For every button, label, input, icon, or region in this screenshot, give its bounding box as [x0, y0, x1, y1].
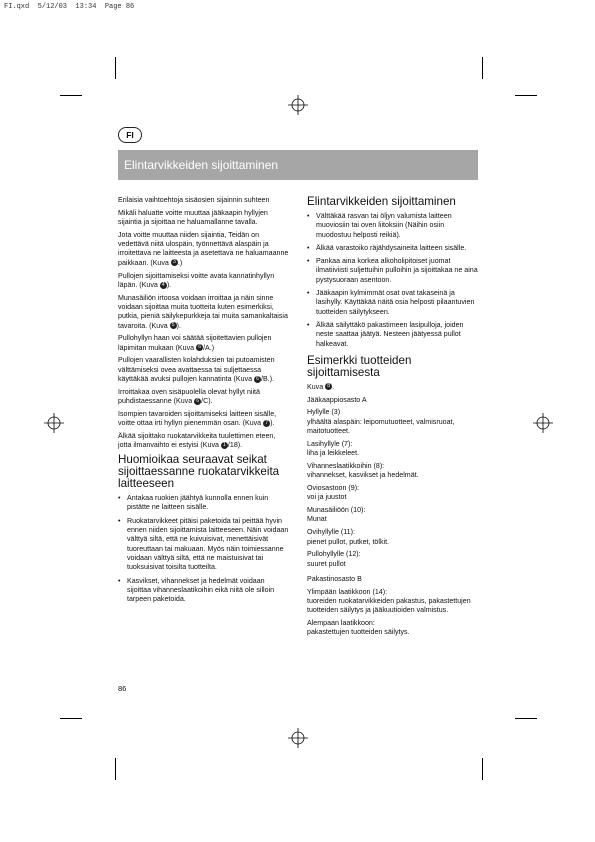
- figure-number-icon: 7: [263, 420, 270, 427]
- crop-mark: [60, 718, 82, 719]
- section-heading: Esimerkki tuotteiden sijoittamisesta: [307, 353, 412, 379]
- placement-item: Ylimpään laatikkoon (14): tuoreiden ruokatarvikkeiden pakastus, pakastettujen tuotteiden säilytys ja jääkuutioiden valmistus.: [307, 587, 471, 615]
- section-heading: Elintarvikkeiden sijoittaminen: [307, 195, 456, 208]
- banner-title: Elintarvikkeiden sijoittaminen: [124, 158, 279, 172]
- paragraph: Erilaisia vaihtoehtoja sisäosien sijainnin suhteen: [118, 196, 270, 204]
- list-item: • Älkää säilyttäkö pakastimeen lasipulloja, joiden neste saattaa jäätyä. Nesteen jäätyessä pullot halkeavat.: [307, 321, 479, 349]
- placement-item: Lasihyllyle (7): liha ja leikkeleet.: [307, 439, 360, 458]
- placement-item: Vihanneslaatikkoihin (8): vihannekset, kasvikset ja hedelmät.: [307, 461, 419, 480]
- language-badge: FI: [118, 127, 142, 143]
- list-item: • Älkää varastoiko räjähdysaineita laitteen sisälle.: [307, 244, 479, 253]
- placement-item: Ovihyllylle (11): pienet pullot, putket, tölkit.: [307, 528, 390, 546]
- figure-number-icon: 1: [221, 442, 228, 449]
- figure-number-icon: 4: [160, 282, 167, 289]
- page-number: 86: [118, 684, 127, 693]
- paragraph: Mikäli haluatte voitte muuttaa jääkaapin hyllyjen sijaintia ja sijoittaa ne haluamallanne tavalla.: [118, 208, 268, 227]
- crop-mark: [60, 95, 82, 96]
- list-item: • Kasvikset, vihannekset ja hedelmät voidaan sijoittaa vihanneslaatikoihin eikä niitä ole silloin tarpeen paketoida.: [118, 577, 290, 605]
- figure-number-icon: 8: [325, 383, 332, 390]
- registration-mark-icon: [44, 413, 64, 433]
- placement-item: Pullohyllylle (12): suuret pullot: [307, 550, 361, 568]
- subsection-label: Pakastinosasto B: [307, 574, 362, 583]
- list-item: • Antakaa ruokien jäähtyä kunnolla ennen kuin pistätte ne laitteen sisälle.: [118, 494, 290, 513]
- figure-number-icon: 3: [171, 259, 178, 266]
- right-column: [307, 196, 479, 641]
- paragraph: Pullojen vaarallisten kolahduksien tai putoamisten välttämiseksi ovea avattaessa tai suljettaessa käyttäkää avuksi pullojen kannatinta (Kuva 6 /B.).: [118, 356, 275, 384]
- registration-mark-icon: [288, 728, 308, 748]
- bullet-list: [118, 494, 290, 604]
- crop-mark: [482, 758, 483, 780]
- registration-mark-icon: [533, 413, 553, 433]
- paragraph: Munasäiliön irtoosa voidaan irroittaa ja näin sinne voidaan sijoittaa muita tuotteita kuten esimerkiksi, putkia, pieniä säilykepurkkeja tai muita samankaltaisia tavaroita. (Kuva 5 ).: [118, 293, 288, 330]
- placement-item: Hyllylle (3) ylhäältä alaspäin: leipomutuotteet, valmisruoat, maitotuotteet.: [307, 408, 455, 436]
- paragraph: Älkää sijoittako ruokatarvikkeita tuulettimen eteen, jotta ilmanvaihto ei estyisi (Kuva 1 /18).: [118, 432, 276, 450]
- crop-mark: [115, 758, 116, 780]
- document-slug: FI.qxd 5/12/03 13:34 Page 86: [4, 3, 135, 11]
- paragraph: Pullohyllyn haan voi säätää sijoitettavien pullojen läpimitan mukaan (Kuva 6 /A.): [118, 334, 272, 352]
- crop-mark: [515, 718, 537, 719]
- paragraph: Jota voitte muuttaa niiden sijaintia, Teidän on vedettävä niitä ulospäin, työnnettävä alaspäin ja irroitettava ne laitteesta ja asetettava ne haluamaanne paikkaan. (Kuva 3 .): [118, 230, 289, 267]
- crop-mark: [115, 57, 116, 79]
- paragraph: Kuva 8 .: [307, 382, 335, 391]
- registration-mark-icon: [288, 95, 308, 115]
- crop-mark: [482, 57, 483, 79]
- list-item: • Ruokatarvikkeet pitäisi paketoida tai peittää hyvin ennen niiden sijoittamista laitteeseen. Näin voidaan välttyä siltä, että ne kuivuisivat, menettäisivät tuoreuttaan tai makuaan. Myös näin toimiessanne voidaan välttyä siltä, että ne maistuisivat tai tuoksuisivat toisilta tuotteilta.: [118, 517, 290, 573]
- placement-item: Oviosastoon (9): voi ja juustot: [307, 484, 360, 502]
- subsection-label: Jääkaappiosasto A: [307, 395, 367, 404]
- placement-item: Munasäiliöön (10): Munat: [307, 506, 366, 524]
- paragraph: Isompien tavaroiden sijoittamiseksi laitteen sisälle, voitte ottaa irti hyllyn pienemmän osan. (Kuva 7 ).: [118, 409, 277, 428]
- list-item: • Jääkaapin kylmimmät osat ovat takaseinä ja lasihylly. Käyttäkää näitä osia helposti pilaantuvien tuotteiden säilytykseen.: [307, 289, 479, 317]
- section-banner: [118, 150, 478, 180]
- section-heading: Huomioikaa seuraavat seikat sijoittaessanne ruokatarvikkeita laitteeseen: [118, 453, 280, 491]
- paragraph: Irroittakaa oven sisäpuolella olevat hyllyt niitä puhdistaessanne (Kuva 6 /C).: [118, 387, 260, 406]
- figure-number-icon: 6: [254, 376, 261, 383]
- left-column: [118, 196, 290, 608]
- bullet-list: [307, 212, 479, 349]
- figure-number-icon: 5: [170, 322, 177, 329]
- paragraph: Pullojen sijoittamiseksi voitte avata kannatinhyllyn läpän. (Kuva 4 ).: [118, 271, 275, 289]
- crop-mark: [515, 95, 537, 96]
- list-item: • Välttäkää rasvan tai öljyn valumista laitteen muoviosiin tai oven liitoksiin (Näihin osiin muodostuu helposti reikiä).: [307, 212, 479, 240]
- placement-item: Alempaan laatikkoon: pakastettujen tuotteiden säilytys.: [307, 619, 410, 637]
- list-item: • Pankaa aina korkea alkoholipitoiset juomat ilmatiiviisti suljettuihin pulloihin ja sijoittakaa ne aina pystysuoraan asentoon.: [307, 257, 479, 285]
- figure-number-icon: 6: [196, 344, 203, 351]
- figure-number-icon: 6: [194, 398, 201, 405]
